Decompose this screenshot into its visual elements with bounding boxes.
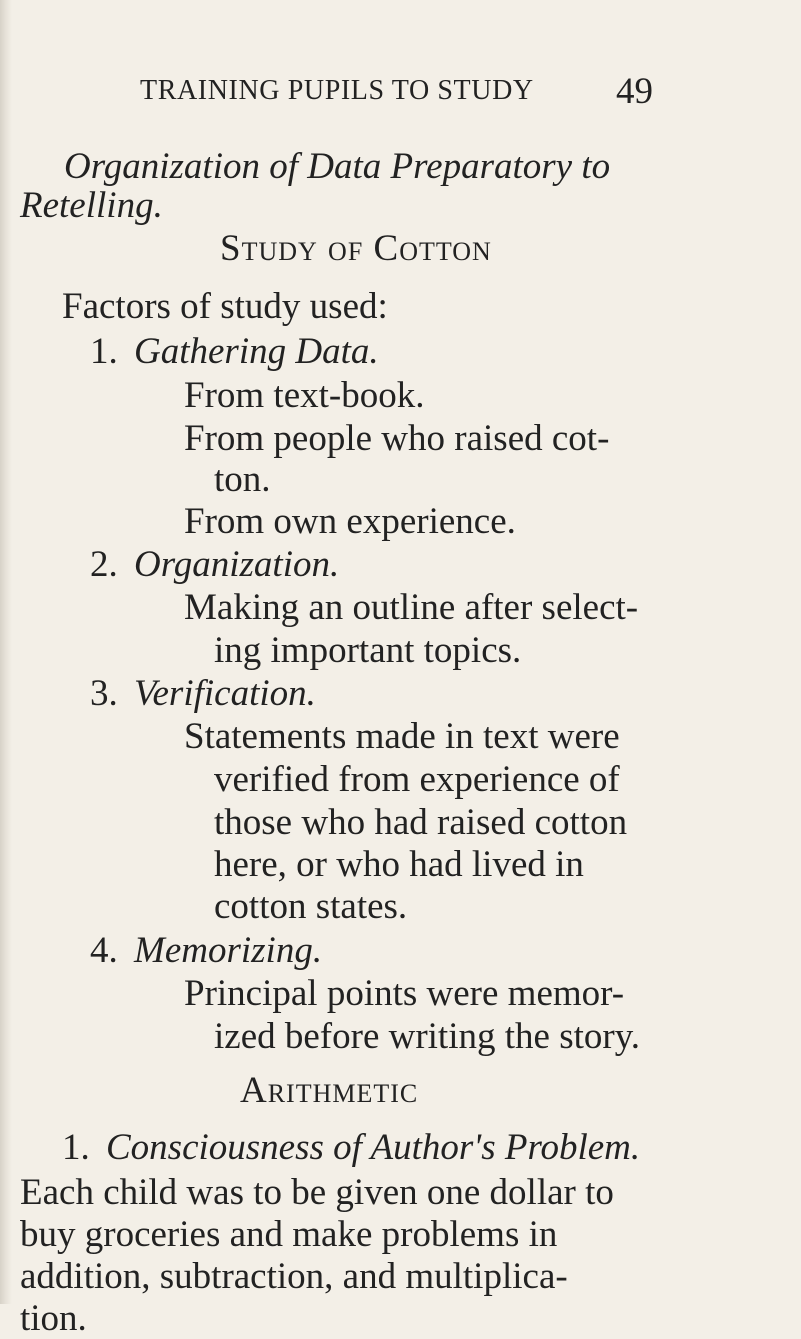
factor-number: 3. [90, 673, 118, 714]
factors-intro: Factors of study used: [62, 286, 388, 327]
factor-title: Gathering Data. [134, 331, 379, 372]
factor-title: Organization. [134, 544, 340, 585]
factor-line: Statements made in text were [184, 716, 620, 757]
page-number: 49 [616, 71, 653, 112]
factor-item [90, 932, 322, 969]
factor-item [90, 675, 316, 712]
running-head: TRAINING PUPILS TO STUDY [140, 75, 534, 106]
factor-number: 4. [90, 930, 118, 971]
factor-item [90, 546, 339, 583]
factor-line: ized before writing the story. [214, 1016, 641, 1057]
arithmetic-heading: Arithmetic [240, 1070, 419, 1111]
factor-line: From text-book. [184, 375, 425, 416]
arithmetic-item [62, 1129, 640, 1166]
factor-item [90, 333, 379, 370]
factor-line: From own experience. [184, 501, 516, 542]
factor-line: From people who raised cot- [184, 418, 610, 459]
arithmetic-line: buy groceries and make problems in [20, 1214, 558, 1255]
factor-line: cotton states. [214, 886, 408, 927]
factor-line: Making an outline after select- [184, 587, 639, 628]
factor-line: those who had raised cotton [214, 802, 628, 843]
arithmetic-line: tion. [20, 1298, 87, 1339]
study-heading: Study of Cotton [220, 228, 492, 269]
section-title-line-1: Organization of Data Preparatory to [64, 146, 611, 187]
arithmetic-line: Each child was to be given one dollar to [20, 1172, 614, 1213]
arithmetic-line: addition, subtraction, and multiplica- [20, 1256, 568, 1297]
factor-number: 1. [90, 331, 118, 372]
factor-title: Verification. [134, 673, 316, 714]
section-title-line-2: Retelling. [20, 185, 163, 226]
factor-number: 2. [90, 544, 118, 585]
factor-line: ing important topics. [214, 630, 522, 671]
arithmetic-number: 1. [62, 1127, 90, 1168]
factor-line: ton. [214, 459, 271, 500]
factor-line: verified from experience of [214, 759, 620, 800]
factor-line: here, or who had lived in [214, 844, 584, 885]
factor-title: Memorizing. [134, 930, 323, 971]
factor-line: Principal points were memor- [184, 973, 625, 1014]
arithmetic-title: Consciousness of Author's Problem. [106, 1127, 641, 1168]
